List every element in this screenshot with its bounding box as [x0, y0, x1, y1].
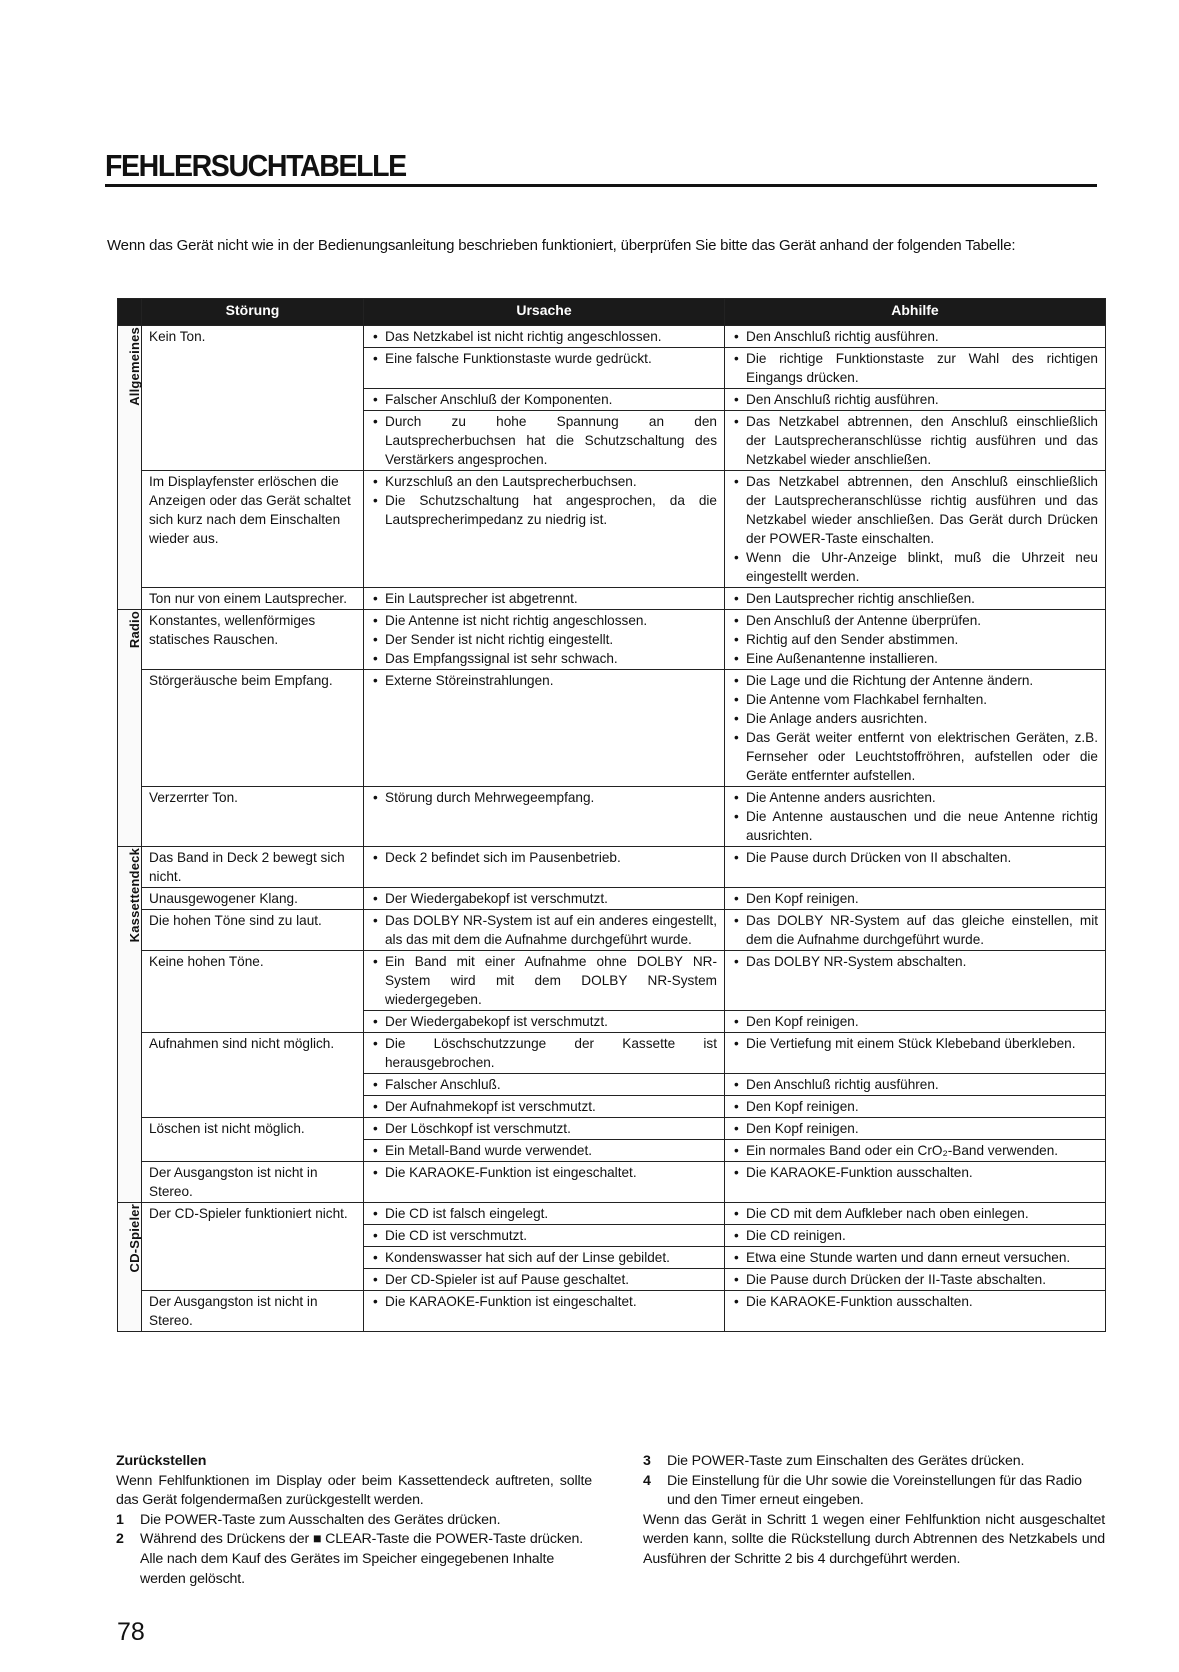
cause-cell: • Die KARAOKE-Funktion ist eingeschaltet.: [364, 1162, 725, 1203]
cause-cell: • Ein Metall-Band wurde verwendet.: [364, 1140, 725, 1162]
remedy-cell: • Den Kopf reinigen.: [725, 888, 1106, 910]
remedy-cell: • Den Kopf reinigen.: [725, 1011, 1106, 1033]
reset-section-left: [116, 1452, 592, 1589]
table-row: [118, 1203, 1106, 1225]
cause-cell: • Die Antenne ist nicht richtig angeschlossen. • Der Sender ist nicht richtig eingestellt. • Das Empfangssignal ist sehr schwach.: [364, 610, 725, 670]
symptom-cell: Verzerrter Ton.: [142, 787, 364, 847]
intro-text: Wenn das Gerät nicht wie in der Bedienungsanleitung beschrieben funktioniert, überprüfen Sie bitte das Gerät anhand der folgenden Tabelle:: [107, 237, 1016, 254]
cause-cell: • Falscher Anschluß der Komponenten.: [364, 389, 725, 411]
table-row: [118, 1291, 1106, 1332]
cause-cell: • Kurzschluß an den Lautsprecherbuchsen. • Die Schutzschaltung hat angesprochen, da die Lautsprecherimpedanz zu niedrig ist.: [364, 471, 725, 588]
title-rule: [105, 184, 1097, 187]
section-label-radio: Radio: [118, 610, 142, 847]
section-label-cd: CD-Spieler: [118, 1203, 142, 1332]
remedy-cell: • Etwa eine Stunde warten und dann erneut versuchen.: [725, 1247, 1106, 1269]
cause-cell: • Eine falsche Funktionstaste wurde gedrückt.: [364, 348, 725, 389]
table-row: [118, 888, 1106, 910]
cause-cell: • Falscher Anschluß.: [364, 1074, 725, 1096]
remedy-cell: • Den Lautsprecher richtig anschließen.: [725, 588, 1106, 610]
remedy-cell: • Den Kopf reinigen.: [725, 1118, 1106, 1140]
reset-heading: Zurückstellen: [116, 1453, 207, 1469]
remedy-cell: • Das Netzkabel abtrennen, den Anschluß einschließlich der Lautsprecheranschlüsse richtig ausführen und das Netzkabel wieder anschließen. Das Gerät durch Drücken der POWER-Taste einschalten. • Wenn die Uhr-Anzeige blinkt, muß die Uhrzeit neu eingestellt werden.: [725, 471, 1106, 588]
symptom-cell: Kein Ton.: [142, 326, 364, 471]
reset-step: 4 Die Einstellung für die Uhr sowie die Voreinstellungen für das Radio und den Timer erneut eingeben.: [643, 1472, 1082, 1509]
remedy-cell: • Den Anschluß richtig ausführen.: [725, 326, 1106, 348]
symptom-cell: Löschen ist nicht möglich.: [142, 1118, 364, 1162]
remedy-cell: • Die Pause durch Drücken von II abschalten.: [725, 847, 1106, 888]
symptom-cell: Unausgewogener Klang.: [142, 888, 364, 910]
section-label-general: Allgemeines: [118, 326, 142, 610]
table-row: [118, 610, 1106, 670]
remedy-cell: • Die Lage und die Richtung der Antenne ändern. • Die Antenne vom Flachkabel fernhalten. • Die Anlage anders ausrichten. • Das Gerät weiter entfernt von elektrischen Geräten, z.B. Fernseher oder Leuchtstoffröhren, aufstellen oder die Geräte entfernter aufstellen.: [725, 670, 1106, 787]
cause-cell: • Der CD-Spieler ist auf Pause geschaltet.: [364, 1269, 725, 1291]
table-row: [118, 951, 1106, 1011]
table-header-row: [118, 299, 1106, 326]
cause-cell: • Störung durch Mehrwegeempfang.: [364, 787, 725, 847]
cause-cell: • Kondenswasser hat sich auf der Linse gebildet.: [364, 1247, 725, 1269]
reset-section-right: [643, 1452, 1105, 1570]
table-row: [118, 588, 1106, 610]
table-row: [118, 326, 1106, 348]
remedy-cell: • Die CD reinigen.: [725, 1225, 1106, 1247]
page-title: FEHLERSUCHTABELLE: [105, 148, 406, 183]
cause-cell: • Der Wiedergabekopf ist verschmutzt.: [364, 1011, 725, 1033]
remedy-cell: • Den Anschluß richtig ausführen.: [725, 389, 1106, 411]
table-row: [118, 1118, 1106, 1140]
table-row: [118, 471, 1106, 588]
table-row: [118, 670, 1106, 787]
symptom-cell: Der Ausgangston ist nicht in Stereo.: [142, 1162, 364, 1203]
symptom-cell: Keine hohen Töne.: [142, 951, 364, 1033]
remedy-cell: • Die Pause durch Drücken der II-Taste abschalten.: [725, 1269, 1106, 1291]
reset-intro: Wenn Fehlfunktionen im Display oder beim Kassettendeck auftreten, sollte das Gerät folgendermaßen zurückgestellt werden.: [116, 1472, 592, 1509]
cause-header: Ursache: [364, 299, 725, 326]
remedy-cell: • Das DOLBY NR-System auf das gleiche einstellen, mit dem die Aufnahme durchgeführt wurde.: [725, 910, 1106, 951]
section-label-tape: Kassettendeck: [118, 847, 142, 1203]
cause-cell: • Die CD ist falsch eingelegt.: [364, 1203, 725, 1225]
remedy-cell: • Ein normales Band oder ein CrO₂-Band verwenden.: [725, 1140, 1106, 1162]
symptom-cell: Der Ausgangston ist nicht in Stereo.: [142, 1291, 364, 1332]
symptom-cell: Der CD-Spieler funktioniert nicht.: [142, 1203, 364, 1291]
remedy-cell: • Die Antenne anders ausrichten. • Die Antenne austauschen und die neue Antenne richtig ausrichten.: [725, 787, 1106, 847]
table-row: [118, 910, 1106, 951]
remedy-cell: • Die KARAOKE-Funktion ausschalten.: [725, 1291, 1106, 1332]
troubleshooting-table: [117, 298, 1106, 1332]
cause-cell: • Der Löschkopf ist verschmutzt.: [364, 1118, 725, 1140]
remedy-cell: • Den Anschluß der Antenne überprüfen. • Richtig auf den Sender abstimmen. • Eine Außenantenne installieren.: [725, 610, 1106, 670]
table-row: [118, 1162, 1106, 1203]
remedy-cell: • Die richtige Funktionstaste zur Wahl des richtigen Eingangs drücken.: [725, 348, 1106, 389]
table-row: [118, 847, 1106, 888]
remedy-cell: • Das Netzkabel abtrennen, den Anschluß einschließlich der Lautsprecheranschlüsse richtig ausführen und das Netzkabel wieder anschließen.: [725, 411, 1106, 471]
symptom-cell: Konstantes, wellenförmiges statisches Rauschen.: [142, 610, 364, 670]
cause-cell: • Die CD ist verschmutzt.: [364, 1225, 725, 1247]
symptom-cell: Die hohen Töne sind zu laut.: [142, 910, 364, 951]
cause-cell: • Die Löschschutzzunge der Kassette ist herausgebrochen.: [364, 1033, 725, 1074]
symptom-header: Störung: [142, 299, 364, 326]
remedy-cell: • Die Vertiefung mit einem Stück Klebeband überkleben.: [725, 1033, 1106, 1074]
cause-cell: • Deck 2 befindet sich im Pausenbetrieb.: [364, 847, 725, 888]
symptom-cell: Störgeräusche beim Empfang.: [142, 670, 364, 787]
cause-cell: • Das Netzkabel ist nicht richtig angeschlossen.: [364, 326, 725, 348]
cause-cell: • Ein Lautsprecher ist abgetrennt.: [364, 588, 725, 610]
table-row: [118, 1033, 1106, 1074]
remedy-cell: • Die KARAOKE-Funktion ausschalten.: [725, 1162, 1106, 1203]
symptom-cell: Im Displayfenster erlöschen die Anzeigen oder das Gerät schaltet sich kurz nach dem Einschalten wieder aus.: [142, 471, 364, 588]
remedy-header: Abhilfe: [725, 299, 1106, 326]
cause-cell: • Der Aufnahmekopf ist verschmutzt.: [364, 1096, 725, 1118]
remedy-cell: • Den Kopf reinigen.: [725, 1096, 1106, 1118]
cause-cell: • Durch zu hohe Spannung an den Lautsprecherbuchsen hat die Schutzschaltung des Verstärkers angesprochen.: [364, 411, 725, 471]
reset-step: 2 Während des Drückens der ■ CLEAR-Taste die POWER-Taste drücken.: [116, 1531, 584, 1548]
symptom-cell: Aufnahmen sind nicht möglich.: [142, 1033, 364, 1118]
cause-cell: • Externe Störeinstrahlungen.: [364, 670, 725, 787]
section-header-cell: [118, 299, 142, 326]
remedy-cell: • Den Anschluß richtig ausführen.: [725, 1074, 1106, 1096]
cause-cell: • Ein Band mit einer Aufnahme ohne DOLBY NR-System wird mit dem DOLBY NR-System wiedergegeben.: [364, 951, 725, 1011]
reset-step-note: Alle nach dem Kauf des Gerätes im Speicher eingegebenen Inhalte werden gelöscht.: [140, 1550, 555, 1587]
cause-cell: • Der Wiedergabekopf ist verschmutzt.: [364, 888, 725, 910]
table-row: [118, 787, 1106, 847]
reset-step: 1 Die POWER-Taste zum Ausschalten des Gerätes drücken.: [116, 1511, 501, 1528]
remedy-cell: • Das DOLBY NR-System abschalten.: [725, 951, 1106, 1011]
reset-step: 3 Die POWER-Taste zum Einschalten des Gerätes drücken.: [643, 1453, 1025, 1469]
symptom-cell: Ton nur von einem Lautsprecher.: [142, 588, 364, 610]
cause-cell: • Das DOLBY NR-System ist auf ein anderes eingestellt, als das mit dem die Aufnahme durchgeführt wurde.: [364, 910, 725, 951]
reset-closing: Wenn das Gerät in Schritt 1 wegen einer Fehlfunktion nicht ausgeschaltet werden kann, sollte die Rückstellung durch Abtrennen des Netzkabels und Ausführen der Schritte 2 bis 4 durchgeführt werden.: [643, 1511, 1105, 1567]
page-number: 78: [117, 1618, 145, 1646]
symptom-cell: Das Band in Deck 2 bewegt sich nicht.: [142, 847, 364, 888]
remedy-cell: • Die CD mit dem Aufkleber nach oben einlegen.: [725, 1203, 1106, 1225]
cause-cell: • Die KARAOKE-Funktion ist eingeschaltet.: [364, 1291, 725, 1332]
